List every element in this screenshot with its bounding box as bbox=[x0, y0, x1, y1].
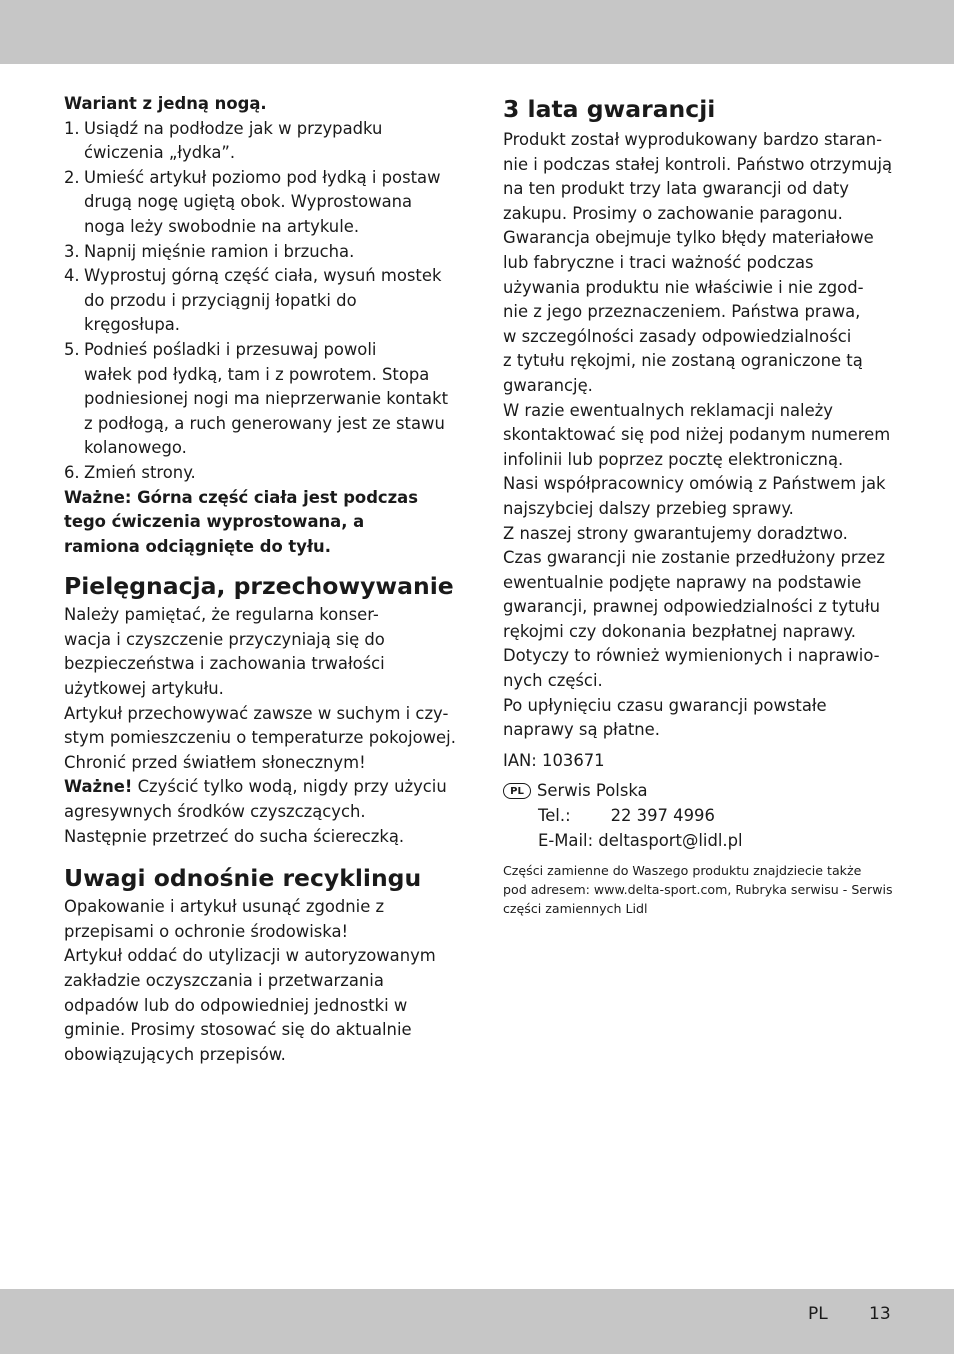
step-text: drugą nogę ugiętą obok. Wyprostowana bbox=[84, 192, 413, 212]
step-item bbox=[64, 117, 454, 166]
service-email: E-Mail: deltasport@lidl.pl bbox=[538, 830, 743, 850]
step-text: wałek pod łydką, tam i z powrotem. Stopa bbox=[84, 364, 430, 384]
step-number: 3. bbox=[64, 241, 80, 261]
step-text: podniesionej nogi ma nieprzerwanie kontakt bbox=[84, 389, 449, 409]
step-number: 1. bbox=[64, 118, 80, 138]
recycling-line: Opakowanie i artykuł usunąć zgodnie z bbox=[64, 897, 385, 917]
service-phone bbox=[503, 804, 898, 829]
warranty-line: Gwarancja obejmuje tylko błędy materiałowe bbox=[503, 228, 874, 248]
recycling-line: obowiązujących przepisów. bbox=[64, 1044, 286, 1064]
warranty-line: najszybciej dalszy przebieg sprawy. bbox=[503, 498, 794, 518]
service-block bbox=[503, 779, 898, 853]
care-line: stym pomieszczeniu o temperaturze pokojowej. bbox=[64, 728, 456, 748]
recycling-line: gminie. Prosimy stosować się do aktualnie bbox=[64, 1020, 412, 1040]
warranty-line: zakupu. Prosimy o zachowanie paragonu. bbox=[503, 203, 843, 223]
important-note-line: tego ćwiczenia wyprostowana, a bbox=[64, 512, 365, 532]
warranty-line: Dotyczy to również wymienionych i naprawio- bbox=[503, 646, 880, 666]
warranty-line: rękojmi czy dokonania bezpłatnej naprawy. bbox=[503, 621, 857, 641]
care-line: agresywnych środków czyszczących. bbox=[64, 802, 366, 822]
care-line: użytkowej artykułu. bbox=[64, 679, 224, 699]
warranty-line: z tytułu rękojmi, nie zostaną ograniczone tą bbox=[503, 351, 863, 371]
warranty-line: Po upłynięciu czasu gwarancji powstałe bbox=[503, 695, 827, 715]
page-number: 13 bbox=[869, 1304, 891, 1324]
recycling-paragraph bbox=[64, 895, 454, 1067]
left-column bbox=[64, 92, 454, 1067]
warranty-line: lub fabryczne i traci ważność podczas bbox=[503, 252, 814, 272]
care-line: Następnie przetrzeć do sucha ściereczką. bbox=[64, 826, 405, 846]
warranty-line: gwarancji, prawnej odpowiedzialności z tytułu bbox=[503, 597, 880, 617]
care-line: wacja i czyszczenie przyczyniają się do bbox=[64, 629, 385, 649]
recycling-line: Artykuł oddać do utylizacji w autoryzowanym bbox=[64, 946, 436, 966]
variant-title: Wariant z jedną nogą. bbox=[64, 94, 267, 113]
step-number: 6. bbox=[64, 462, 80, 482]
footer-language: PL bbox=[808, 1304, 828, 1324]
care-important-label: Ważne! bbox=[64, 777, 133, 797]
step-item bbox=[64, 338, 454, 461]
step-item bbox=[64, 240, 454, 265]
warranty-line: infolinii lub poprzez pocztę elektroniczną. bbox=[503, 449, 844, 469]
care-line: Chronić przed światłem słonecznym! bbox=[64, 752, 366, 772]
recycling-heading: Uwagi odnośnie recyklingu bbox=[64, 864, 422, 893]
step-item bbox=[64, 264, 454, 338]
care-line: Artykuł przechowywać zawsze w suchym i czy- bbox=[64, 703, 449, 723]
step-text: do przodu i przyciągnij łopatki do bbox=[84, 290, 357, 310]
recycling-line: odpadów lub do odpowiedniej jednostki w bbox=[64, 995, 408, 1015]
service-name: Serwis Polska bbox=[537, 781, 648, 801]
warranty-line: Produkt został wyprodukowany bardzo staran- bbox=[503, 130, 883, 149]
care-heading: Pielęgnacja, przechowywanie bbox=[64, 572, 454, 601]
recycling-line: przepisami o ochronie środowiska! bbox=[64, 921, 349, 941]
phone-label: Tel.: bbox=[538, 806, 571, 826]
step-text: Napnij mięśnie ramion i brzucha. bbox=[84, 241, 355, 261]
warranty-line: skontaktować się pod niżej podanym numerem bbox=[503, 425, 891, 445]
warranty-line: Nasi współpracownicy omówią z Państwem jak bbox=[503, 474, 886, 494]
warranty-line: używania produktu nie właściwie i nie zgod- bbox=[503, 277, 864, 297]
warranty-line: nych części. bbox=[503, 671, 603, 691]
warranty-paragraph bbox=[503, 128, 898, 743]
ian-number: IAN: 103671 bbox=[503, 750, 605, 770]
care-paragraph bbox=[64, 603, 454, 849]
step-text: Usiądź na podłodze jak w przypadku bbox=[84, 118, 383, 138]
warranty-line: Czas gwarancji nie zostanie przedłużony przez bbox=[503, 548, 885, 568]
care-important-line bbox=[64, 775, 454, 800]
important-note-line: Ważne: Górna część ciała jest podczas bbox=[64, 487, 418, 507]
step-text: kolanowego. bbox=[84, 438, 187, 458]
step-number: 5. bbox=[64, 339, 80, 359]
step-item bbox=[64, 166, 454, 240]
warranty-line: gwarancję. bbox=[503, 375, 593, 395]
important-note-line: ramiona odciągnięte do tyłu. bbox=[64, 536, 331, 556]
warranty-line: W razie ewentualnych reklamacji należy bbox=[503, 400, 833, 420]
step-text: Umieść artykuł poziomo pod łydką i postaw bbox=[84, 167, 441, 187]
step-text: Wyprostuj górną część ciała, wysuń mostek bbox=[84, 266, 442, 286]
spare-parts-note bbox=[503, 861, 898, 918]
spare-parts-line: pod adresem: www.delta-sport.com, Rubryka serwisu - Serwis bbox=[503, 882, 893, 898]
recycling-line: zakładzie oczyszczania i przetwarzania bbox=[64, 971, 384, 990]
spare-parts-line: części zamiennych Lidl bbox=[503, 901, 648, 917]
header-band bbox=[0, 0, 954, 64]
step-text: kręgosłupa. bbox=[84, 315, 180, 335]
warranty-heading: 3 lata gwarancji bbox=[503, 95, 716, 123]
important-note bbox=[64, 486, 454, 560]
warranty-line: w szczególności zasady odpowiedzialności bbox=[503, 326, 852, 346]
step-number: 4. bbox=[64, 266, 80, 286]
step-text: ćwiczenia „łydka”. bbox=[84, 143, 236, 163]
spare-parts-line: Części zamienne do Waszego produktu znajdziecie także bbox=[503, 863, 862, 879]
step-text: z podłogą, a ruch generowany jest ze stawu bbox=[84, 413, 445, 433]
right-column bbox=[503, 92, 898, 918]
country-badge-icon: PL bbox=[503, 783, 531, 799]
care-important-text: Czyścić tylko wodą, nigdy przy użyciu bbox=[132, 777, 447, 797]
warranty-line: nie z jego przeznaczeniem. Państwa prawa, bbox=[503, 302, 861, 322]
step-text: noga leży swobodnie na artykule. bbox=[84, 216, 360, 236]
step-number: 2. bbox=[64, 167, 80, 187]
warranty-line: nie i podczas stałej kontroli. Państwo otrzymują bbox=[503, 154, 893, 174]
warranty-line: ewentualnie podjęte naprawy na podstawie bbox=[503, 572, 862, 592]
warranty-line: na ten produkt trzy lata gwarancji od daty bbox=[503, 179, 850, 199]
step-item bbox=[64, 461, 454, 486]
warranty-line: Z naszej strony gwarantujemy doradztwo. bbox=[503, 523, 848, 543]
care-line: bezpieczeństwa i zachowania trwałości bbox=[64, 654, 385, 674]
phone-number: 22 397 4996 bbox=[610, 806, 715, 826]
step-text: Zmień strony. bbox=[84, 462, 196, 482]
step-text: Podnieś pośladki i przesuwaj powoli bbox=[84, 339, 377, 359]
care-line: Należy pamiętać, że regularna konser- bbox=[64, 605, 379, 625]
warranty-line: naprawy są płatne. bbox=[503, 720, 660, 740]
step-list bbox=[64, 117, 454, 486]
